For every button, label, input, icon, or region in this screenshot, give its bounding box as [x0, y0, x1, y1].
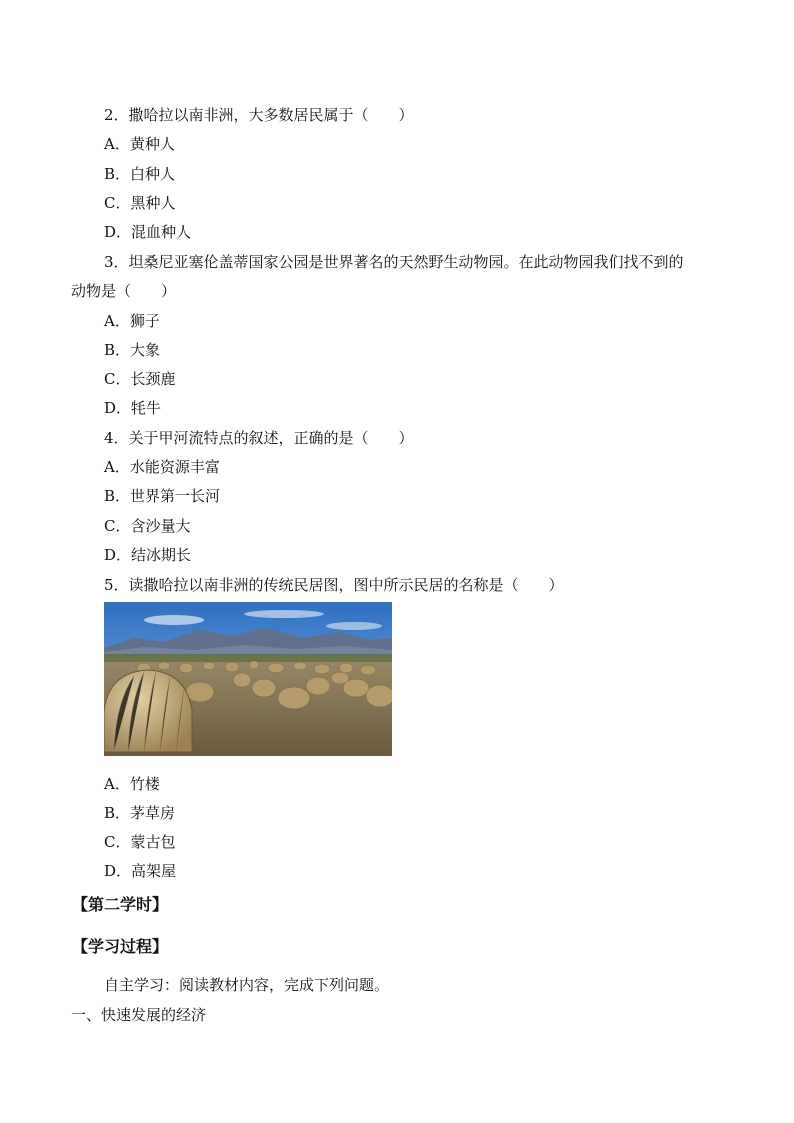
q4-option-b: B．世界第一长河 — [104, 487, 221, 505]
q4-stem: 4．关于甲河流特点的叙述，正确的是（ ） — [104, 429, 414, 447]
q5-option-b: B．茅草房 — [104, 804, 176, 822]
q3-stem-line1: 3．坦桑尼亚塞伦盖蒂国家公园是世界著名的天然野生动物园。在此动物园我们找不到的 — [104, 253, 684, 271]
section-heading: 【第二学时】 — [72, 895, 169, 914]
q3-stem-line2: 动物是（ ） — [71, 282, 177, 300]
q2-option-a: A．黄种人 — [104, 135, 175, 153]
q2-option-b: B．白种人 — [104, 165, 176, 183]
q2-option-d: D．混血种人 — [104, 223, 192, 241]
q5-option-a: A．竹楼 — [104, 775, 160, 793]
q3-option-d: D．牦牛 — [104, 399, 162, 417]
q4-option-a: A．水能资源丰富 — [104, 458, 220, 476]
subsection-title: 一、快速发展的经济 — [71, 1006, 207, 1024]
q4-option-c: C．含沙量大 — [104, 517, 191, 535]
q2-stem: 2．撒哈拉以南非洲，大多数居民属于（ ） — [104, 106, 414, 124]
q5-stem: 5．读撒哈拉以南非洲的传统民居图，图中所示民居的名称是（ ） — [104, 576, 564, 594]
q2-option-c: C．黑种人 — [104, 194, 176, 212]
traditional-dwelling-photo — [104, 602, 392, 756]
q4-option-d: D．结冰期长 — [104, 546, 192, 564]
self-study-instruction: 自主学习：阅读教材内容，完成下列问题。 — [104, 976, 390, 994]
q3-option-a: A．狮子 — [104, 312, 160, 330]
q3-option-c: C．长颈鹿 — [104, 370, 176, 388]
q5-option-d: D．高架屋 — [104, 862, 177, 880]
q3-option-b: B．大象 — [104, 341, 161, 359]
q5-option-c: C．蒙古包 — [104, 833, 176, 851]
process-heading: 【学习过程】 — [72, 937, 169, 956]
